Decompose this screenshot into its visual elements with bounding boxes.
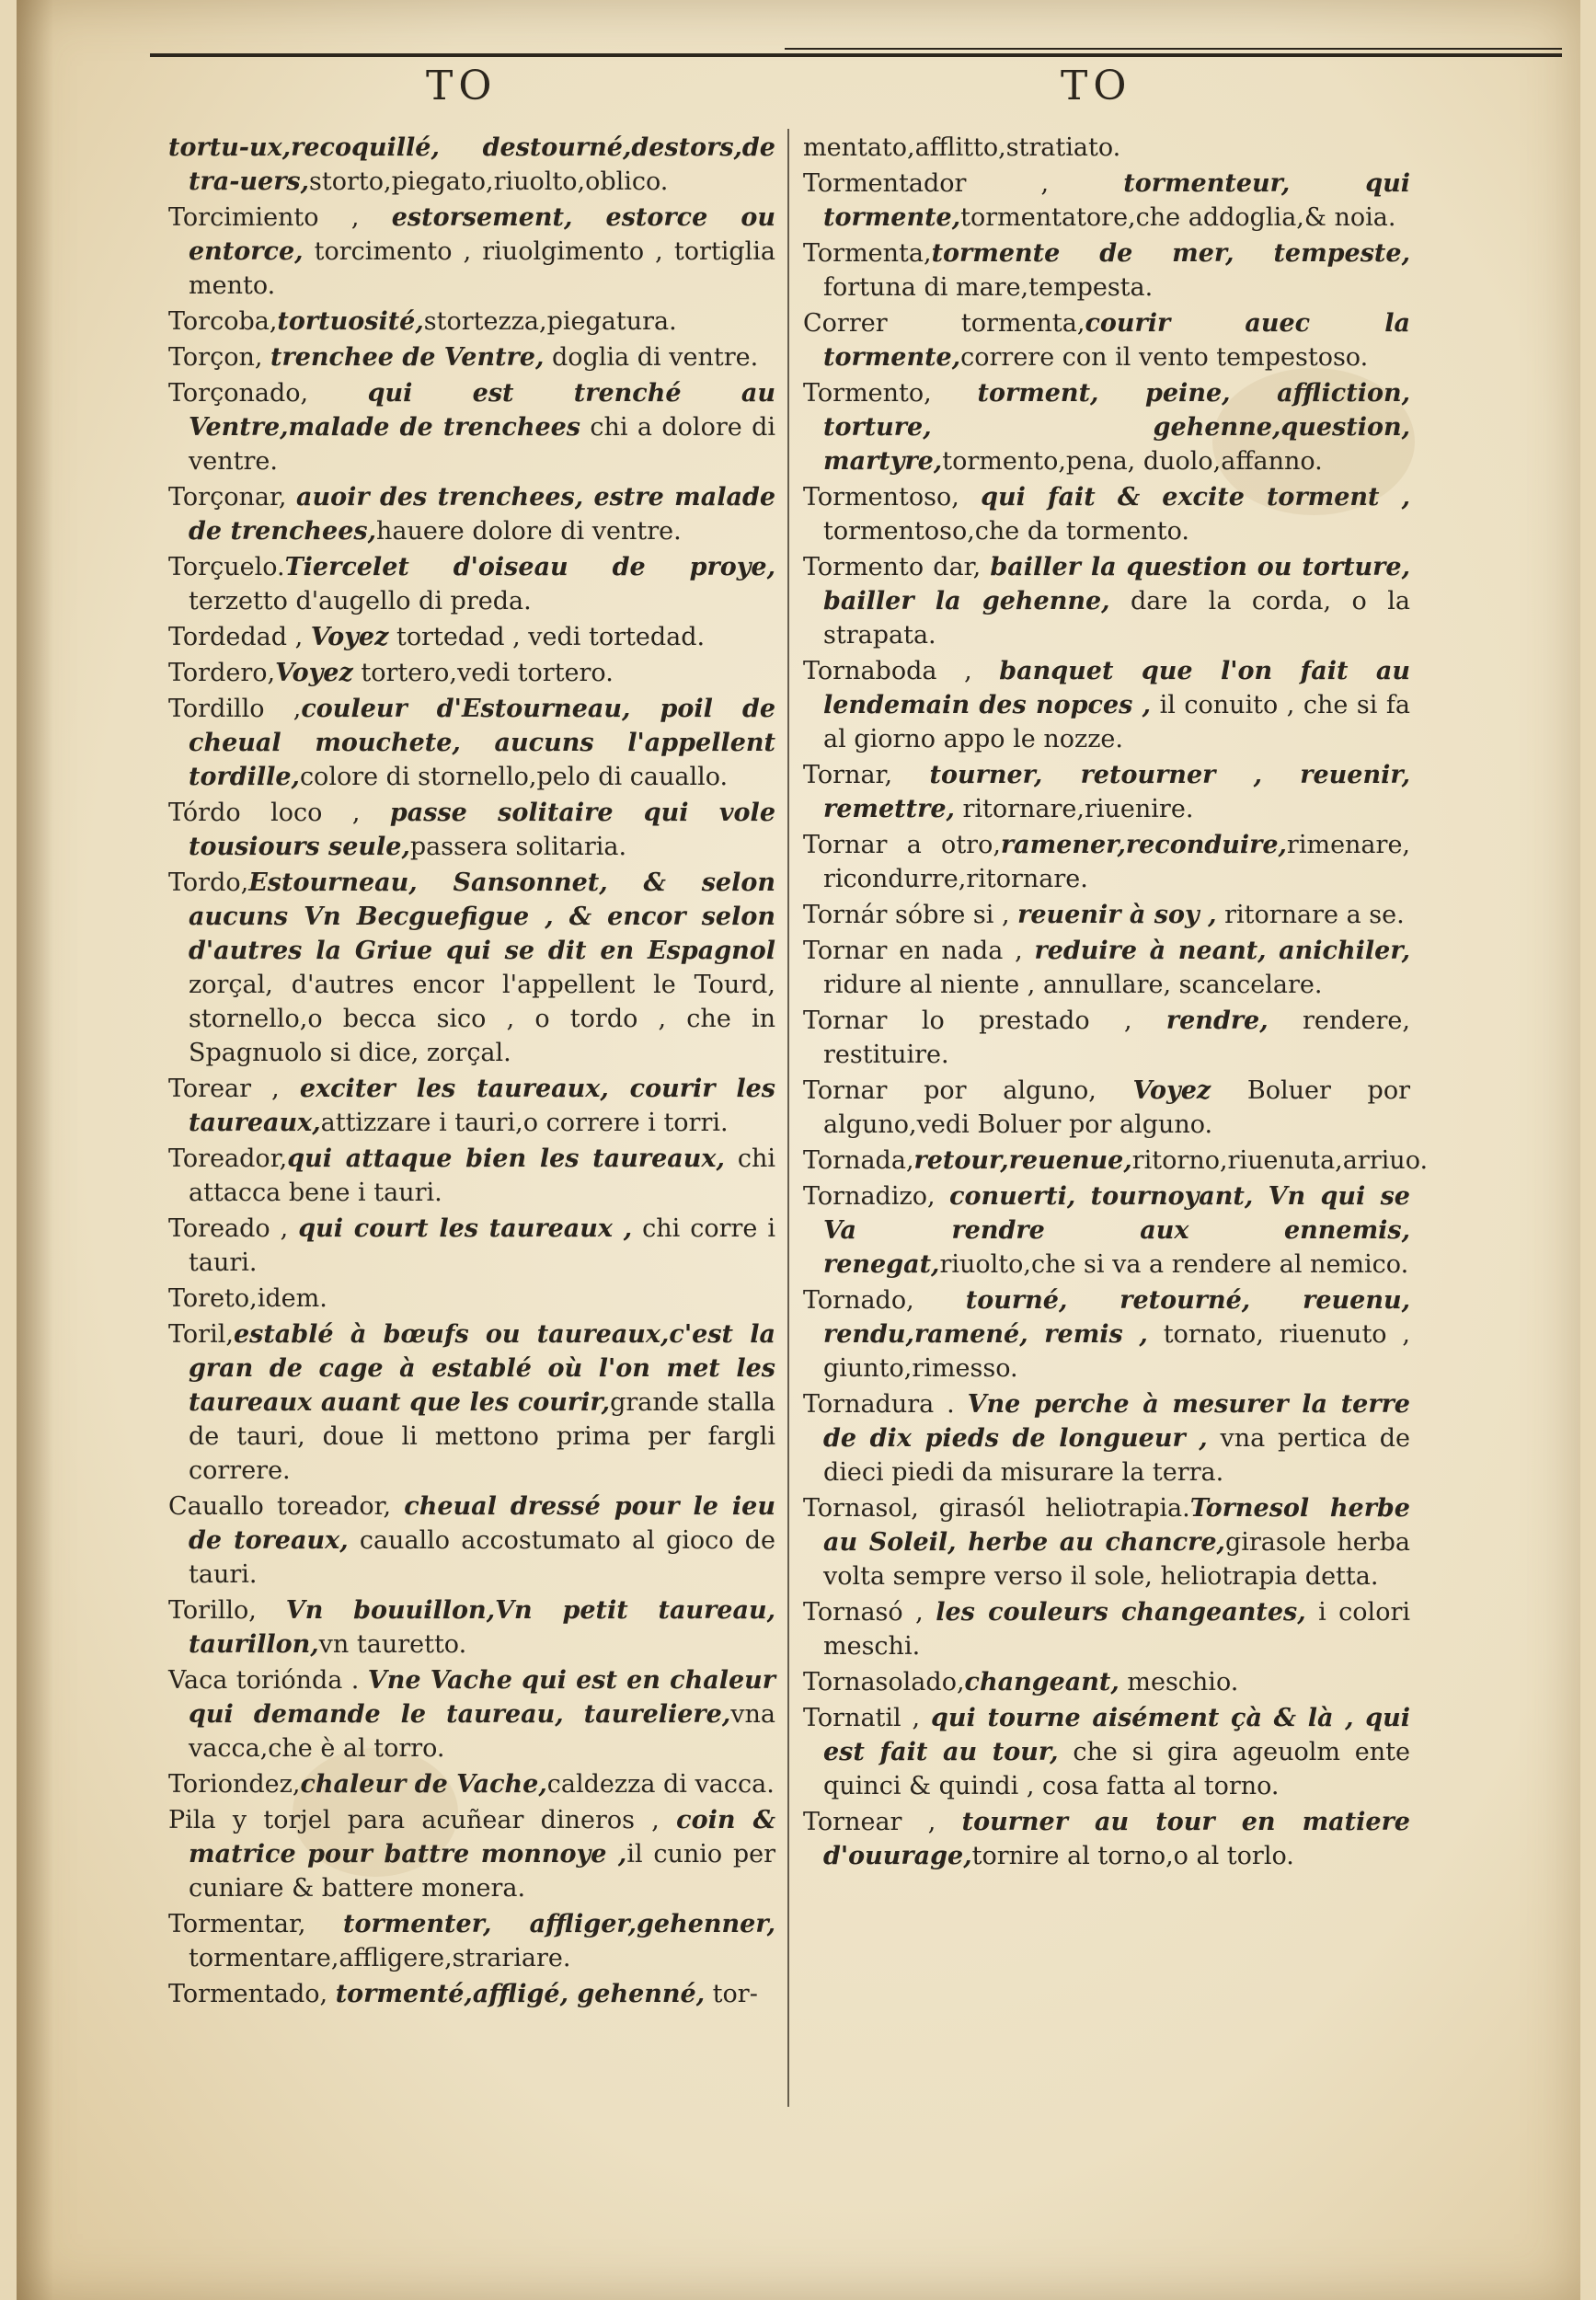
- french-gloss: retour,reuenue,: [913, 1146, 1132, 1175]
- headword: Tornar lo prestado ,: [803, 1006, 1166, 1035]
- headword: Toreto,idem.: [168, 1284, 327, 1313]
- italian-gloss: terzetto d'augello di preda.: [189, 587, 532, 615]
- italian-gloss: girasole herba volta sempre verso il sole, heliotrapia detta.: [823, 1528, 1410, 1591]
- french-gloss: tourné, retourné, reuenu, rendu,ramené, remis ,: [823, 1286, 1411, 1349]
- headword: Tordillo ,: [168, 695, 302, 723]
- italian-gloss: doglia di ventre.: [544, 343, 759, 372]
- headword: Torçon,: [168, 343, 271, 372]
- dictionary-entry: [803, 1004, 1410, 1072]
- dictionary-entry: [803, 1595, 1410, 1663]
- headword: Tornado,: [803, 1286, 966, 1315]
- headword: Tornasolado,: [803, 1668, 965, 1696]
- dictionary-entry: [168, 1593, 775, 1662]
- italian-gloss: ridure al niente , annullare, scancelare.: [823, 971, 1323, 999]
- italian-gloss: stortezza,piegatura.: [423, 307, 677, 336]
- headword: Tornar por alguno,: [803, 1076, 1133, 1105]
- dictionary-entry: [168, 1142, 775, 1210]
- dictionary-entry: [168, 1072, 775, 1140]
- french-gloss: Vne perche à mesurer la terre de dix pieds de longueur ,: [823, 1390, 1410, 1453]
- headword: Tormentoso,: [803, 483, 982, 512]
- dictionary-entry: [803, 550, 1410, 652]
- headword: Pila y torjel para acuñear dineros ,: [168, 1806, 677, 1834]
- italian-gloss: ritorno,riuenuta,arriuo.: [1131, 1146, 1429, 1175]
- headword: Tordo,: [168, 868, 249, 897]
- dictionary-entry: [803, 1283, 1410, 1386]
- running-head-left: TO: [426, 63, 498, 109]
- dictionary-entry: [803, 1665, 1410, 1699]
- italian-gloss: passera solitaria.: [409, 833, 627, 861]
- headword: Tormento,: [803, 379, 978, 408]
- french-gloss: tortuosité,: [277, 307, 424, 336]
- headword: Tornadizo,: [803, 1182, 950, 1211]
- headword: Toreado ,: [168, 1214, 299, 1243]
- headword: Tornar a otro,: [803, 831, 1001, 859]
- italian-gloss: il conuito , che si fa al giorno appo le nozze.: [823, 691, 1410, 753]
- dictionary-entry: [168, 620, 775, 654]
- italian-gloss: tormento,pena, duolo,affanno.: [942, 447, 1323, 476]
- dictionary-entry: [803, 828, 1410, 896]
- dictionary-entry: [168, 201, 775, 303]
- running-head-right: TO: [1061, 63, 1132, 109]
- french-gloss: rendre,: [1165, 1006, 1269, 1035]
- italian-gloss: tornato, riuenuto , giunto,rimesso.: [823, 1320, 1411, 1383]
- italian-gloss: meschio.: [1119, 1668, 1239, 1696]
- italian-gloss: ritornare a se.: [1216, 901, 1405, 929]
- headword: Torçonar,: [168, 483, 297, 512]
- dictionary-entry: [803, 758, 1410, 826]
- dictionary-entry: [168, 550, 775, 618]
- french-gloss: ramener,reconduire,: [1000, 831, 1287, 859]
- headword: Tórdo loco ,: [168, 799, 390, 827]
- italian-gloss: cauallo accostumato al gioco de tauri.: [189, 1526, 775, 1589]
- header-rule-thin: [785, 48, 1562, 50]
- french-gloss: bailler la question ou torture, bailler la gehenne,: [823, 553, 1410, 615]
- dictionary-entry: [168, 1489, 775, 1592]
- dictionary-entry: [168, 796, 775, 864]
- italian-gloss: zorçal, d'autres encor l'appellent le Tourd, stornello,o becca sico , o tordo , che in Spagnuolo si dice, zorçal.: [189, 971, 775, 1067]
- italian-gloss: torcimento , riuolgimento , tortiglia mento.: [189, 237, 775, 300]
- dictionary-entry: [803, 898, 1410, 932]
- headword: Toreador,: [168, 1144, 288, 1173]
- headword: Tornear ,: [803, 1808, 962, 1836]
- french-gloss: establé à bœufs ou taureaux,c'est la gran de cage à establé où l'on met les taureaux auant que les courir,: [189, 1320, 775, 1417]
- french-gloss: qui fait & excite torment ,: [981, 483, 1410, 512]
- headword: Torear ,: [168, 1075, 300, 1103]
- italian-gloss: tortero,vedi tortero.: [352, 659, 614, 687]
- dictionary-entry: [168, 131, 775, 199]
- french-gloss: Tornesol herbe au Soleil, herbe au chancre,: [823, 1494, 1410, 1557]
- french-gloss: auoir des trenchees, estre malade de trenchees,: [189, 483, 775, 546]
- headword: Toril,: [168, 1320, 234, 1349]
- french-gloss: trenchee de Ventre,: [270, 343, 545, 372]
- french-gloss: Voyez: [275, 659, 353, 687]
- dictionary-entry: [168, 866, 775, 1070]
- italian-gloss: rendere, restituire.: [823, 1006, 1410, 1069]
- headword: Tornada,: [803, 1146, 914, 1175]
- italian-gloss: hauere dolore di ventre.: [376, 517, 682, 546]
- dictionary-entry: [168, 480, 775, 548]
- left-column: [168, 131, 775, 2013]
- headword: Torçonado,: [168, 379, 368, 408]
- page: [17, 0, 1580, 2300]
- headword: Tornadura .: [803, 1390, 968, 1419]
- italian-gloss: tormentatore,che addoglia,& noia.: [960, 203, 1396, 232]
- dictionary-entry: [168, 692, 775, 794]
- dictionary-entry: [803, 236, 1410, 305]
- french-gloss: coin & matrice pour battre monnoye ,: [189, 1806, 775, 1869]
- dictionary-entry: [803, 376, 1410, 478]
- french-gloss: Estourneau, Sansonnet, & selon aucuns Vn Becguefigue , & encor selon d'autres la Griue qui se dit en Espagnol: [189, 868, 775, 965]
- headword: Tordero,: [168, 659, 276, 687]
- headword: Tormento dar,: [803, 553, 991, 581]
- italian-gloss: grande stalla de tauri, doue li mettono prima per fargli correre.: [189, 1388, 775, 1485]
- italian-gloss: tor-: [705, 1980, 758, 2008]
- italian-gloss: tormentoso,che da tormento.: [823, 517, 1190, 546]
- headword: Tornatil ,: [803, 1704, 932, 1732]
- italian-gloss: Boluer por alguno,vedi Boluer por alguno.: [823, 1076, 1410, 1139]
- dictionary-entry: [803, 131, 1410, 165]
- italian-gloss: caldezza di vacca.: [546, 1770, 775, 1799]
- dictionary-entry: [803, 306, 1410, 374]
- italian-gloss: tortedad , vedi tortedad.: [388, 623, 706, 651]
- dictionary-entry: [168, 340, 775, 374]
- dictionary-entry: [168, 1907, 775, 1975]
- italian-gloss: mentato,afflitto,stratiato.: [803, 133, 1121, 162]
- right-column: [803, 131, 1429, 1875]
- headword: Correr tormenta,: [803, 309, 1085, 338]
- headword: Tornaboda ,: [803, 657, 1000, 685]
- dictionary-entry: [168, 1803, 775, 1905]
- column-divider: [787, 129, 789, 2107]
- headword: Tornasol, girasól heliotrapia.: [803, 1494, 1190, 1523]
- french-gloss: passe solitaire qui vole tousiours seule,: [189, 799, 775, 861]
- french-gloss: cheual dressé pour le ieu de toreaux,: [189, 1492, 775, 1555]
- french-gloss: tormente de mer, tempeste,: [931, 239, 1410, 268]
- dictionary-entry: [168, 1282, 775, 1316]
- italian-gloss: tormentare,affligere,strariare.: [189, 1944, 571, 1972]
- french-gloss: reuenir à soy ,: [1017, 901, 1217, 929]
- french-gloss: conuerti, tournoyant, Vn qui se Va rendre aux ennemis, renegat,: [823, 1182, 1410, 1279]
- dictionary-entry: [168, 376, 775, 478]
- french-gloss: Vn bouuillon,Vn petit taureau, taurillon,: [189, 1596, 775, 1659]
- italian-gloss: ritornare,riuenire.: [954, 795, 1194, 823]
- italian-gloss: tornire al torno,o al torlo.: [971, 1842, 1294, 1870]
- dictionary-entry: [803, 167, 1410, 235]
- dictionary-entry: [803, 1805, 1410, 1873]
- italian-gloss: riuolto,che si va a rendere al nemico.: [939, 1250, 1409, 1279]
- french-gloss: changeant,: [964, 1668, 1119, 1696]
- dictionary-entry: [803, 654, 1410, 756]
- dictionary-entry: [168, 1317, 775, 1488]
- dictionary-entry: [803, 1701, 1410, 1803]
- french-gloss: Tiercelet d'oiseau de proye,: [284, 553, 775, 581]
- french-gloss: chaleur de Vache,: [300, 1770, 547, 1799]
- headword: Tormentado,: [168, 1980, 336, 2008]
- french-gloss: torment, peine, affliction, torture, gehenne,question, martyre,: [823, 379, 1410, 476]
- italian-gloss: vna pertica de dieci piedi da misurare la terra.: [823, 1424, 1410, 1487]
- french-gloss: estorsement, estorce ou entorce,: [189, 203, 775, 266]
- dictionary-entry: [168, 1977, 775, 2011]
- dictionary-entry: [168, 1767, 775, 1801]
- headword: Tormenta,: [803, 239, 932, 268]
- french-gloss: qui attaque bien les taureaux,: [287, 1144, 725, 1173]
- french-gloss: tormenté,affligé, gehenné,: [335, 1980, 706, 2008]
- french-gloss: tortu-ux,recoquillé, destourné,destors,de tra-uers,: [168, 133, 775, 196]
- dictionary-entry: [803, 934, 1410, 1002]
- french-gloss: qui tourne aisément çà & là , qui est fait au tour,: [823, 1704, 1411, 1766]
- dictionary-entry: [803, 1387, 1410, 1489]
- french-gloss: tourner, retourner , reuenir, remettre,: [823, 761, 1410, 823]
- french-gloss: tormenter, affliger,gehenner,: [342, 1910, 775, 1938]
- headword: Tordedad ,: [168, 623, 311, 651]
- dictionary-entry: [803, 480, 1410, 548]
- headword: Toriondez,: [168, 1770, 301, 1799]
- dictionary-entry: [168, 1212, 775, 1280]
- italian-gloss: vn tauretto.: [318, 1630, 467, 1659]
- italian-gloss: colore di stornello,pelo di cauallo.: [299, 763, 729, 791]
- headword: Tormentador ,: [803, 169, 1124, 198]
- headword: Tornar,: [803, 761, 930, 789]
- dictionary-entry: [803, 1179, 1410, 1282]
- italian-gloss: correre con il vento tempestoso.: [960, 343, 1369, 372]
- french-gloss: Voyez: [310, 623, 389, 651]
- french-gloss: tourner au tour en matiere d'ouurage,: [823, 1808, 1410, 1870]
- french-gloss: courir auec la tormente,: [823, 309, 1410, 372]
- italian-gloss: dare la corda, o la strapata.: [823, 587, 1410, 650]
- headword: Torcimiento ,: [168, 203, 392, 232]
- french-gloss: banquet que l'on fait au lendemain des nopces ,: [823, 657, 1410, 719]
- italian-gloss: chi corre i tauri.: [189, 1214, 776, 1277]
- headword: Tornár sóbre si ,: [803, 901, 1018, 929]
- french-gloss: Voyez: [1132, 1076, 1211, 1105]
- french-gloss: qui est trenché au Ventre,malade de trenchees: [189, 379, 775, 442]
- headword: Tornar en nada ,: [803, 937, 1035, 965]
- french-gloss: qui court les taureaux ,: [298, 1214, 633, 1243]
- italian-gloss: chi attacca bene i tauri.: [189, 1144, 775, 1207]
- italian-gloss: storto,piegato,riuolto,oblico.: [309, 167, 669, 196]
- italian-gloss: chi a dolore di ventre.: [189, 413, 775, 476]
- french-gloss: reduire à neant, anichiler,: [1034, 937, 1410, 965]
- headword: Vaca toriónda .: [168, 1666, 368, 1695]
- french-gloss: couleur d'Estourneau, poil de cheual mouchete, aucuns l'appellent tordille,: [189, 695, 775, 791]
- headword: Tornasó ,: [803, 1598, 936, 1627]
- dictionary-entry: [803, 1074, 1410, 1142]
- italian-gloss: fortuna di mare,tempesta.: [823, 273, 1154, 302]
- italian-gloss: il cunio per cuniare & battere monera.: [189, 1840, 775, 1903]
- headword: Cauallo toreador,: [168, 1492, 405, 1521]
- french-gloss: Vne Vache qui est en chaleur qui demande le taureau, taureliere,: [189, 1666, 775, 1729]
- italian-gloss: rimenare, ricondurre,ritornare.: [823, 831, 1410, 893]
- italian-gloss: i colori meschi.: [823, 1598, 1410, 1661]
- headword: Torillo,: [168, 1596, 286, 1625]
- french-gloss: tormenteur, qui tormente,: [823, 169, 1410, 232]
- dictionary-entry: [803, 1144, 1429, 1178]
- headword: Torçuelo.: [168, 553, 285, 581]
- spine-shadow: [17, 0, 53, 2300]
- french-gloss: les couleurs changeantes,: [936, 1598, 1306, 1627]
- dictionary-entry: [168, 305, 775, 339]
- dictionary-entry: [803, 1491, 1410, 1593]
- dictionary-entry: [168, 656, 775, 690]
- headword: Torcoba,: [168, 307, 278, 336]
- italian-gloss: che si gira ageuolm ente quinci & quindi , cosa fatta al torno.: [823, 1738, 1410, 1800]
- italian-gloss: vna vacca,che è al torro.: [189, 1700, 775, 1763]
- dictionary-entry: [168, 1663, 775, 1765]
- headword: Tormentar,: [168, 1910, 343, 1938]
- italian-gloss: attizzare i tauri,o correre i torri.: [320, 1109, 729, 1137]
- header-rule: [150, 53, 1562, 57]
- french-gloss: exciter les taureaux, courir les taureaux,: [189, 1075, 775, 1137]
